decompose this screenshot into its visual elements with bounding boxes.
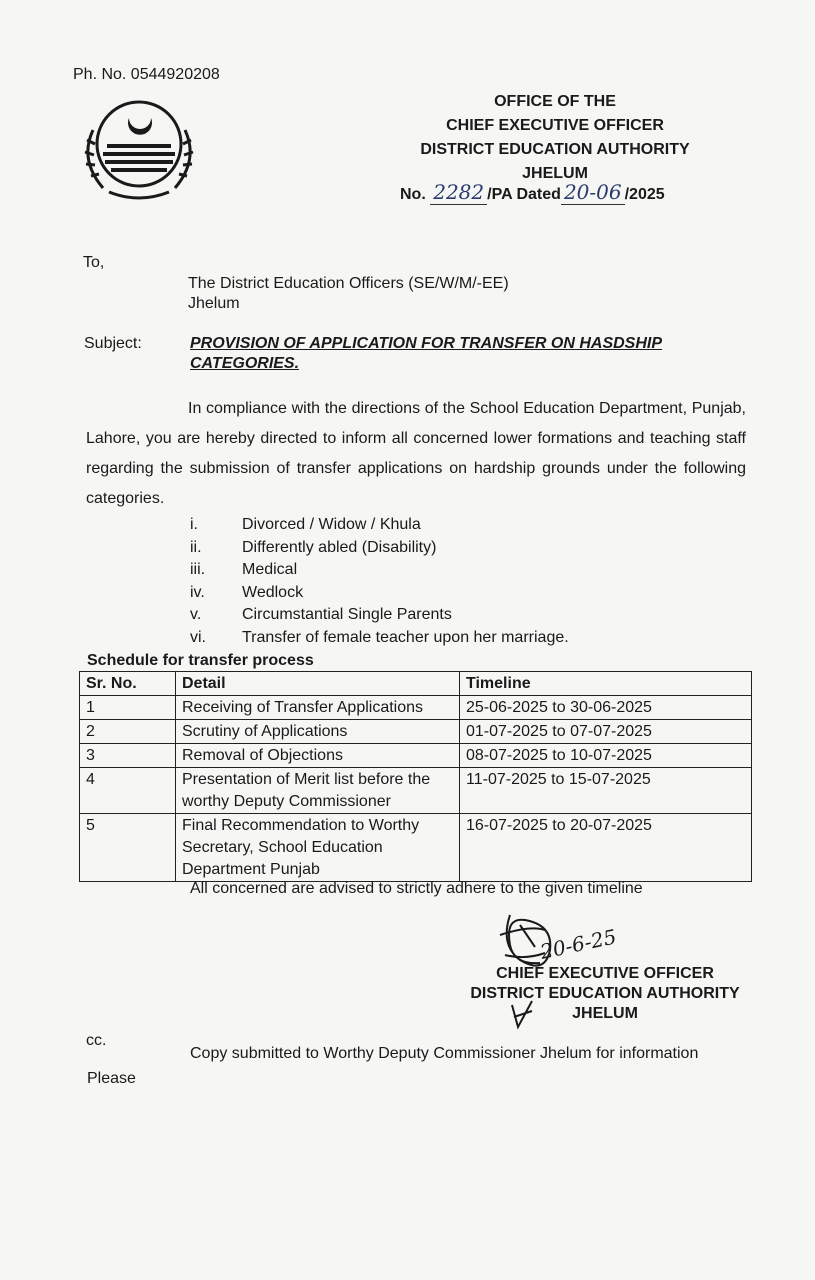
list-label: Divorced / Widow / Khula — [242, 516, 421, 533]
schedule-table — [79, 671, 752, 882]
list-number: v. — [190, 606, 202, 623]
table-cell-sr: 1 — [80, 696, 176, 720]
table-cell-timeline: 01-07-2025 to 07-07-2025 — [460, 720, 752, 744]
table-cell-sr: 2 — [80, 720, 176, 744]
list-item — [190, 537, 569, 560]
table-cell-detail: Removal of Objections — [176, 744, 460, 768]
cc-label: cc. — [86, 1032, 107, 1049]
addressee-line: The District Education Officers (SE/W/M/-EE) — [188, 275, 509, 292]
table-row — [80, 744, 752, 768]
list-label: Circumstantial Single Parents — [242, 606, 452, 623]
addressee-line: Jhelum — [188, 295, 240, 312]
list-item — [190, 627, 569, 650]
table-cell-detail: Final Recommendation to Worthy Secretary, School Education Department Punjab — [176, 814, 460, 882]
list-number: iii. — [190, 561, 206, 578]
office-line: JHELUM — [522, 165, 588, 182]
list-item — [190, 604, 569, 627]
list-number: ii. — [190, 538, 202, 556]
punjab-government-logo-icon — [73, 100, 205, 204]
table-header: Timeline — [460, 672, 752, 696]
table-row — [80, 814, 752, 882]
list-label: Differently abled (Disability) — [242, 538, 437, 556]
list-number: vi. — [190, 628, 206, 646]
table-cell-sr: 5 — [80, 814, 176, 882]
ref-year: /2025 — [624, 186, 665, 203]
signatory-line: DISTRICT EDUCATION AUTHORITY — [470, 985, 740, 1002]
table-row — [80, 720, 752, 744]
office-line: DISTRICT EDUCATION AUTHORITY — [420, 141, 690, 158]
signature-date: 20-6-25 — [538, 924, 619, 964]
list-label: Medical — [242, 561, 298, 578]
body-paragraph: In compliance with the directions of the School Education Department, Punjab, Lahore, you are hereby directed to inform all concerned lower formations and teaching staff regarding the submission of transfer applications on hardship grounds under the following categories. — [86, 400, 746, 507]
list-number: i. — [190, 516, 198, 533]
table-cell-detail: Scrutiny of Applications — [176, 720, 460, 744]
signatory-block — [440, 964, 770, 1024]
schedule-title: Schedule for transfer process — [87, 652, 314, 669]
table-cell-timeline: 08-07-2025 to 10-07-2025 — [460, 744, 752, 768]
addressee — [188, 274, 509, 314]
table-cell-sr: 3 — [80, 744, 176, 768]
office-line: OFFICE OF THE — [494, 93, 616, 110]
office-line: CHIEF EXECUTIVE OFFICER — [446, 117, 664, 134]
ref-date-handwritten: 20-06 — [561, 180, 625, 205]
phone-number: Ph. No. 0544920208 — [73, 66, 220, 83]
table-header: Detail — [176, 672, 460, 696]
ref-number-handwritten: 2282 — [430, 180, 487, 205]
adhere-note: All concerned are advised to strictly adhere to the given timeline — [190, 880, 643, 897]
table-row — [80, 696, 752, 720]
table-cell-timeline: 25-06-2025 to 30-06-2025 — [460, 696, 752, 720]
list-item — [190, 514, 569, 537]
table-header: Sr. No. — [80, 672, 176, 696]
list-label: Wedlock — [242, 583, 304, 601]
table-row — [80, 768, 752, 814]
table-cell-sr: 4 — [80, 768, 176, 814]
copy-note: Copy submitted to Worthy Deputy Commissioner Jhelum for information — [190, 1045, 699, 1062]
signatory-line: JHELUM — [572, 1005, 638, 1022]
table-cell-timeline: 11-07-2025 to 15-07-2025 — [460, 768, 752, 814]
category-list — [190, 514, 569, 649]
signatory-line: CHIEF EXECUTIVE OFFICER — [496, 965, 714, 982]
table-cell-detail: Presentation of Merit list before the worthy Deputy Commissioner — [176, 768, 460, 814]
list-item — [190, 582, 569, 605]
table-cell-detail: Receiving of Transfer Applications — [176, 696, 460, 720]
to-label: To, — [83, 254, 105, 271]
please-label: Please — [87, 1070, 136, 1087]
subject-text: PROVISION OF APPLICATION FOR TRANSFER ON HASDSHIP CATEGORIES. — [190, 335, 663, 372]
table-header-row — [80, 672, 752, 696]
ref-prefix: No. — [400, 186, 426, 203]
subject-label: Subject: — [84, 335, 142, 352]
reference-line — [400, 180, 665, 205]
list-number: iv. — [190, 583, 205, 601]
list-label: Transfer of female teacher upon her marriage. — [242, 628, 569, 646]
list-item — [190, 559, 569, 582]
ref-middle: /PA Dated — [487, 186, 561, 203]
office-heading — [390, 90, 720, 186]
table-cell-timeline: 16-07-2025 to 20-07-2025 — [460, 814, 752, 882]
